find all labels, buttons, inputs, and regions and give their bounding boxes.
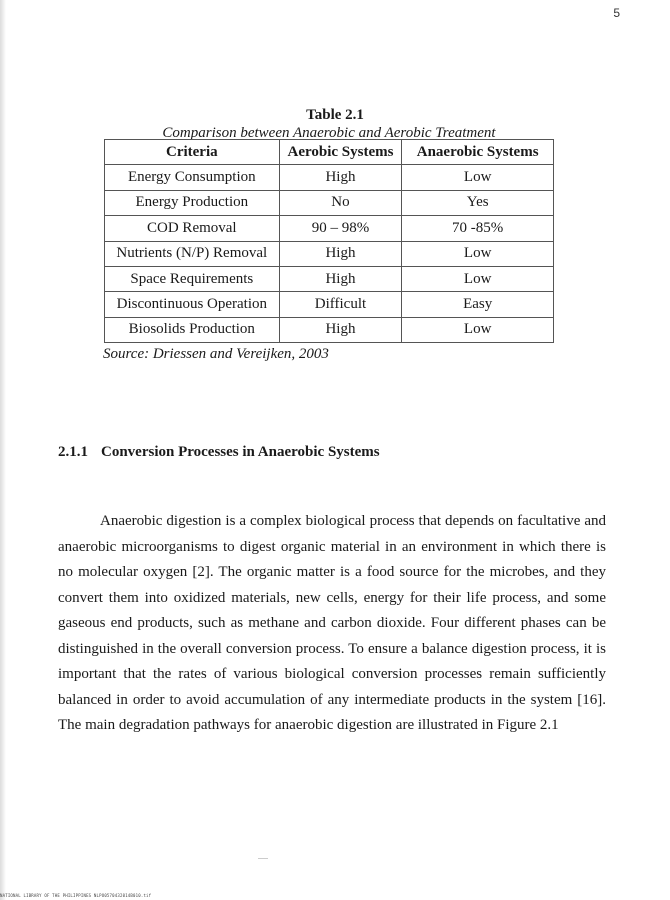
cell-anaerobic: Low [402, 165, 554, 190]
footer-mark [258, 858, 268, 859]
table-row [105, 165, 554, 190]
cell-anaerobic: Easy [402, 292, 554, 317]
cell-criteria: Nutrients (N/P) Removal [105, 241, 280, 266]
cell-criteria: Energy Consumption [105, 165, 280, 190]
table-row [105, 190, 554, 215]
cell-anaerobic: Low [402, 266, 554, 291]
section-heading [58, 444, 380, 461]
cell-anaerobic: Yes [402, 190, 554, 215]
cell-criteria: Biosolids Production [105, 317, 280, 342]
cell-criteria: COD Removal [105, 216, 280, 241]
cell-aerobic: High [279, 165, 402, 190]
body-paragraph: Anaerobic digestion is a complex biological process that depends on facultative and anaerobic microorganisms to digest organic material in an environment in which there is no molecular oxygen [2]. The organic matter is a food source for the microbes, and they convert them into oxidized materials, new cells, energy for their life process, and some gaseous end products, such as methane and carbon dioxide. Four different phases can be distinguished in the overall conversion process. To ensure a balance digestion process, it is important that the rates of various biological conversion processes remain sufficiently balanced in order to avoid accumulation of any intermediate products in the system [16]. The main degradation pathways for anaerobic digestion are illustrated in Figure 2.1 [58, 513, 606, 733]
cell-anaerobic: Low [402, 241, 554, 266]
header-criteria: Criteria [105, 140, 280, 165]
table-number: Table 2.1 [306, 107, 364, 123]
cell-criteria: Energy Production [105, 190, 280, 215]
table-row [105, 241, 554, 266]
cell-anaerobic: 70 -85% [402, 216, 554, 241]
cell-aerobic: High [279, 266, 402, 291]
library-stamp: NATIONAL LIBRARY OF THE PHILIPPINES NLPO0570432014B010.tif [0, 893, 152, 898]
table-row [105, 266, 554, 291]
table-row [105, 292, 554, 317]
table-title: Comparison between Anaerobic and Aerobic Treatment [162, 125, 496, 141]
cell-aerobic: 90 – 98% [279, 216, 402, 241]
cell-aerobic: High [279, 317, 402, 342]
cell-aerobic: High [279, 241, 402, 266]
table-header-row [105, 140, 554, 165]
cell-anaerobic: Low [402, 317, 554, 342]
section-title: Conversion Processes in Anaerobic Systems [101, 444, 380, 460]
table-row [105, 216, 554, 241]
table-source: Source: Driessen and Vereijken, 2003 [103, 346, 329, 362]
header-aerobic: Aerobic Systems [279, 140, 402, 165]
page-number: 5 [613, 6, 620, 20]
cell-criteria: Discontinuous Operation [105, 292, 280, 317]
cell-aerobic: Difficult [279, 292, 402, 317]
cell-aerobic: No [279, 190, 402, 215]
comparison-table [104, 139, 554, 343]
cell-criteria: Space Requirements [105, 266, 280, 291]
header-anaerobic: Anaerobic Systems [402, 140, 554, 165]
section-number: 2.1.1 [58, 444, 88, 460]
table-row [105, 317, 554, 342]
